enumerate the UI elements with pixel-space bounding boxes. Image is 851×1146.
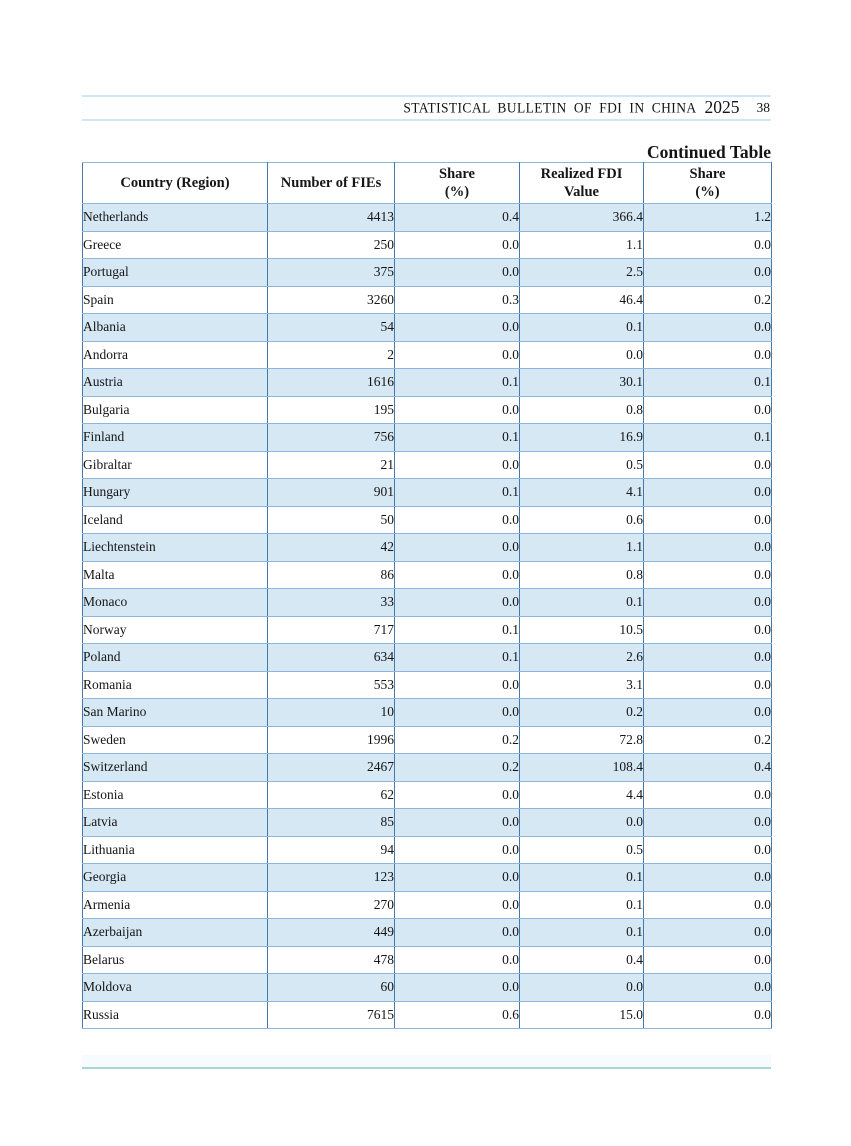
country-cell: Russia	[83, 1001, 268, 1029]
value-cell: 10	[268, 699, 395, 727]
value-cell: 0.0	[395, 314, 520, 342]
country-cell: Romania	[83, 671, 268, 699]
value-cell: 0.0	[395, 919, 520, 947]
value-cell: 0.0	[520, 809, 644, 837]
value-cell: 72.8	[520, 726, 644, 754]
value-cell: 0.0	[644, 781, 772, 809]
value-cell: 2.6	[520, 644, 644, 672]
value-cell: 449	[268, 919, 395, 947]
value-cell: 0.0	[644, 616, 772, 644]
page-content	[82, 0, 771, 1069]
table-row	[83, 396, 772, 424]
value-cell: 0.6	[395, 1001, 520, 1029]
value-cell: 553	[268, 671, 395, 699]
value-cell: 0.0	[520, 341, 644, 369]
value-cell: 0.2	[395, 726, 520, 754]
table-row	[83, 424, 772, 452]
table-row	[83, 671, 772, 699]
country-cell: Armenia	[83, 891, 268, 919]
table-row	[83, 891, 772, 919]
footer-rule	[82, 1067, 771, 1069]
table-row	[83, 946, 772, 974]
country-cell: Malta	[83, 561, 268, 589]
value-cell: 0.0	[644, 644, 772, 672]
table-row	[83, 479, 772, 507]
value-cell: 0.0	[644, 1001, 772, 1029]
value-cell: 1.1	[520, 534, 644, 562]
value-cell: 2467	[268, 754, 395, 782]
value-cell: 1616	[268, 369, 395, 397]
table-row	[83, 781, 772, 809]
country-cell: Bulgaria	[83, 396, 268, 424]
running-head	[82, 95, 771, 121]
value-cell: 0.0	[395, 891, 520, 919]
value-cell: 0.0	[395, 231, 520, 259]
country-cell: Albania	[83, 314, 268, 342]
value-cell: 33	[268, 589, 395, 617]
country-cell: Monaco	[83, 589, 268, 617]
value-cell: 0.0	[395, 589, 520, 617]
value-cell: 4.1	[520, 479, 644, 507]
value-cell: 0.3	[395, 286, 520, 314]
table-row	[83, 974, 772, 1002]
table-row	[83, 754, 772, 782]
value-cell: 0.2	[395, 754, 520, 782]
table-row	[83, 286, 772, 314]
table-row	[83, 589, 772, 617]
value-cell: 0.4	[520, 946, 644, 974]
value-cell: 62	[268, 781, 395, 809]
country-cell: Austria	[83, 369, 268, 397]
value-cell: 0.0	[395, 864, 520, 892]
value-cell: 30.1	[520, 369, 644, 397]
value-cell: 0.1	[520, 919, 644, 947]
value-cell: 2	[268, 341, 395, 369]
country-cell: Netherlands	[83, 204, 268, 232]
value-cell: 108.4	[520, 754, 644, 782]
table-row	[83, 534, 772, 562]
value-cell: 0.0	[644, 451, 772, 479]
value-cell: 0.2	[644, 726, 772, 754]
value-cell: 0.1	[644, 369, 772, 397]
value-cell: 0.0	[644, 534, 772, 562]
country-cell: Lithuania	[83, 836, 268, 864]
value-cell: 16.9	[520, 424, 644, 452]
table-row	[83, 644, 772, 672]
value-cell: 54	[268, 314, 395, 342]
country-cell: Liechtenstein	[83, 534, 268, 562]
column-header-country	[83, 163, 268, 204]
value-cell: 0.0	[395, 781, 520, 809]
running-head-title: STATISTICAL BULLETIN OF FDI IN CHINA	[403, 99, 697, 116]
value-cell: 375	[268, 259, 395, 287]
country-cell: Belarus	[83, 946, 268, 974]
value-cell: 717	[268, 616, 395, 644]
table-row	[83, 314, 772, 342]
value-cell: 250	[268, 231, 395, 259]
value-cell: 195	[268, 396, 395, 424]
value-cell: 50	[268, 506, 395, 534]
value-cell: 2.5	[520, 259, 644, 287]
value-cell: 21	[268, 451, 395, 479]
value-cell: 0.8	[520, 561, 644, 589]
table-row	[83, 836, 772, 864]
value-cell: 0.0	[644, 259, 772, 287]
table-row	[83, 919, 772, 947]
country-cell: Hungary	[83, 479, 268, 507]
value-cell: 0.0	[520, 974, 644, 1002]
value-cell: 0.0	[395, 259, 520, 287]
value-cell: 0.0	[644, 314, 772, 342]
country-cell: Switzerland	[83, 754, 268, 782]
country-cell: Greece	[83, 231, 268, 259]
table-row	[83, 259, 772, 287]
table-row	[83, 204, 772, 232]
value-cell: 0.5	[520, 451, 644, 479]
value-cell: 0.0	[644, 671, 772, 699]
value-cell: 270	[268, 891, 395, 919]
value-cell: 1.2	[644, 204, 772, 232]
value-cell: 0.0	[644, 699, 772, 727]
country-cell: Azerbaijan	[83, 919, 268, 947]
value-cell: 0.0	[644, 864, 772, 892]
value-cell: 0.0	[395, 506, 520, 534]
country-cell: Gibraltar	[83, 451, 268, 479]
continued-table-label: Continued Table	[646, 142, 771, 162]
value-cell: 85	[268, 809, 395, 837]
footer-band	[82, 1055, 771, 1067]
fdi-table	[82, 162, 772, 1029]
table-row	[83, 809, 772, 837]
country-cell: Portugal	[83, 259, 268, 287]
column-header-share-fdi-line1: Share	[689, 165, 726, 182]
value-cell: 4.4	[520, 781, 644, 809]
country-cell: Spain	[83, 286, 268, 314]
column-header-number-of-fies	[268, 163, 395, 204]
value-cell: 0.1	[520, 589, 644, 617]
value-cell: 0.5	[520, 836, 644, 864]
table-row	[83, 699, 772, 727]
table-row	[83, 369, 772, 397]
value-cell: 94	[268, 836, 395, 864]
table-row	[83, 864, 772, 892]
table-row	[83, 1001, 772, 1029]
value-cell: 0.0	[644, 891, 772, 919]
column-header-number-of-fies-label: Number of FIEs	[280, 174, 382, 191]
value-cell: 0.2	[644, 286, 772, 314]
value-cell: 15.0	[520, 1001, 644, 1029]
value-cell: 0.0	[395, 974, 520, 1002]
value-cell: 0.0	[644, 506, 772, 534]
value-cell: 634	[268, 644, 395, 672]
table-body	[83, 204, 772, 1029]
header-row	[83, 163, 772, 204]
value-cell: 0.6	[520, 506, 644, 534]
value-cell: 60	[268, 974, 395, 1002]
country-cell: San Marino	[83, 699, 268, 727]
value-cell: 0.0	[395, 396, 520, 424]
value-cell: 0.0	[644, 479, 772, 507]
value-cell: 0.1	[395, 644, 520, 672]
country-cell: Sweden	[83, 726, 268, 754]
value-cell: 42	[268, 534, 395, 562]
value-cell: 3260	[268, 286, 395, 314]
value-cell: 0.0	[644, 836, 772, 864]
value-cell: 0.0	[395, 451, 520, 479]
value-cell: 0.0	[644, 919, 772, 947]
running-head-year: 2025	[704, 97, 740, 118]
value-cell: 0.1	[395, 369, 520, 397]
value-cell: 10.5	[520, 616, 644, 644]
value-cell: 46.4	[520, 286, 644, 314]
value-cell: 0.0	[395, 341, 520, 369]
value-cell: 0.0	[644, 809, 772, 837]
value-cell: 0.0	[395, 836, 520, 864]
value-cell: 0.0	[644, 231, 772, 259]
country-cell: Andorra	[83, 341, 268, 369]
value-cell: 0.4	[644, 754, 772, 782]
value-cell: 0.1	[395, 424, 520, 452]
value-cell: 0.0	[644, 946, 772, 974]
value-cell: 4413	[268, 204, 395, 232]
value-cell: 756	[268, 424, 395, 452]
value-cell: 366.4	[520, 204, 644, 232]
column-header-share-fdi	[644, 163, 772, 204]
value-cell: 1996	[268, 726, 395, 754]
value-cell: 7615	[268, 1001, 395, 1029]
country-cell: Georgia	[83, 864, 268, 892]
country-cell: Moldova	[83, 974, 268, 1002]
value-cell: 0.0	[644, 974, 772, 1002]
table-row	[83, 561, 772, 589]
country-cell: Finland	[83, 424, 268, 452]
table-row	[83, 506, 772, 534]
value-cell: 901	[268, 479, 395, 507]
value-cell: 0.0	[644, 561, 772, 589]
country-cell: Estonia	[83, 781, 268, 809]
page-number: 38	[756, 100, 770, 115]
column-header-share-fies-line2: (%)	[444, 184, 470, 200]
table-row	[83, 616, 772, 644]
value-cell: 0.1	[395, 479, 520, 507]
value-cell: 0.1	[644, 424, 772, 452]
country-cell: Iceland	[83, 506, 268, 534]
table-row	[83, 341, 772, 369]
value-cell: 0.0	[644, 396, 772, 424]
value-cell: 0.0	[395, 946, 520, 974]
value-cell: 0.1	[520, 314, 644, 342]
value-cell: 0.0	[644, 341, 772, 369]
column-header-realized-fdi-line1: Realized FDI	[540, 165, 623, 182]
value-cell: 0.0	[395, 534, 520, 562]
value-cell: 0.1	[520, 864, 644, 892]
value-cell: 478	[268, 946, 395, 974]
column-header-country-label: Country (Region)	[120, 174, 230, 191]
value-cell: 0.0	[395, 561, 520, 589]
table-row	[83, 231, 772, 259]
column-header-share-fies	[395, 163, 520, 204]
column-header-realized-fdi-line2: Value	[564, 184, 599, 200]
country-cell: Poland	[83, 644, 268, 672]
column-header-share-fdi-line2: (%)	[695, 184, 720, 200]
value-cell: 86	[268, 561, 395, 589]
value-cell: 3.1	[520, 671, 644, 699]
value-cell: 0.0	[395, 809, 520, 837]
value-cell: 0.0	[395, 671, 520, 699]
value-cell: 0.0	[395, 699, 520, 727]
value-cell: 0.1	[520, 891, 644, 919]
value-cell: 0.1	[395, 616, 520, 644]
value-cell: 0.4	[395, 204, 520, 232]
table-row	[83, 726, 772, 754]
column-header-realized-fdi-value	[520, 163, 644, 204]
value-cell: 0.0	[644, 589, 772, 617]
value-cell: 1.1	[520, 231, 644, 259]
column-header-share-fies-line1: Share	[439, 165, 475, 182]
country-cell: Norway	[83, 616, 268, 644]
table-header	[83, 163, 772, 204]
country-cell: Latvia	[83, 809, 268, 837]
table-row	[83, 451, 772, 479]
value-cell: 0.8	[520, 396, 644, 424]
value-cell: 123	[268, 864, 395, 892]
value-cell: 0.2	[520, 699, 644, 727]
